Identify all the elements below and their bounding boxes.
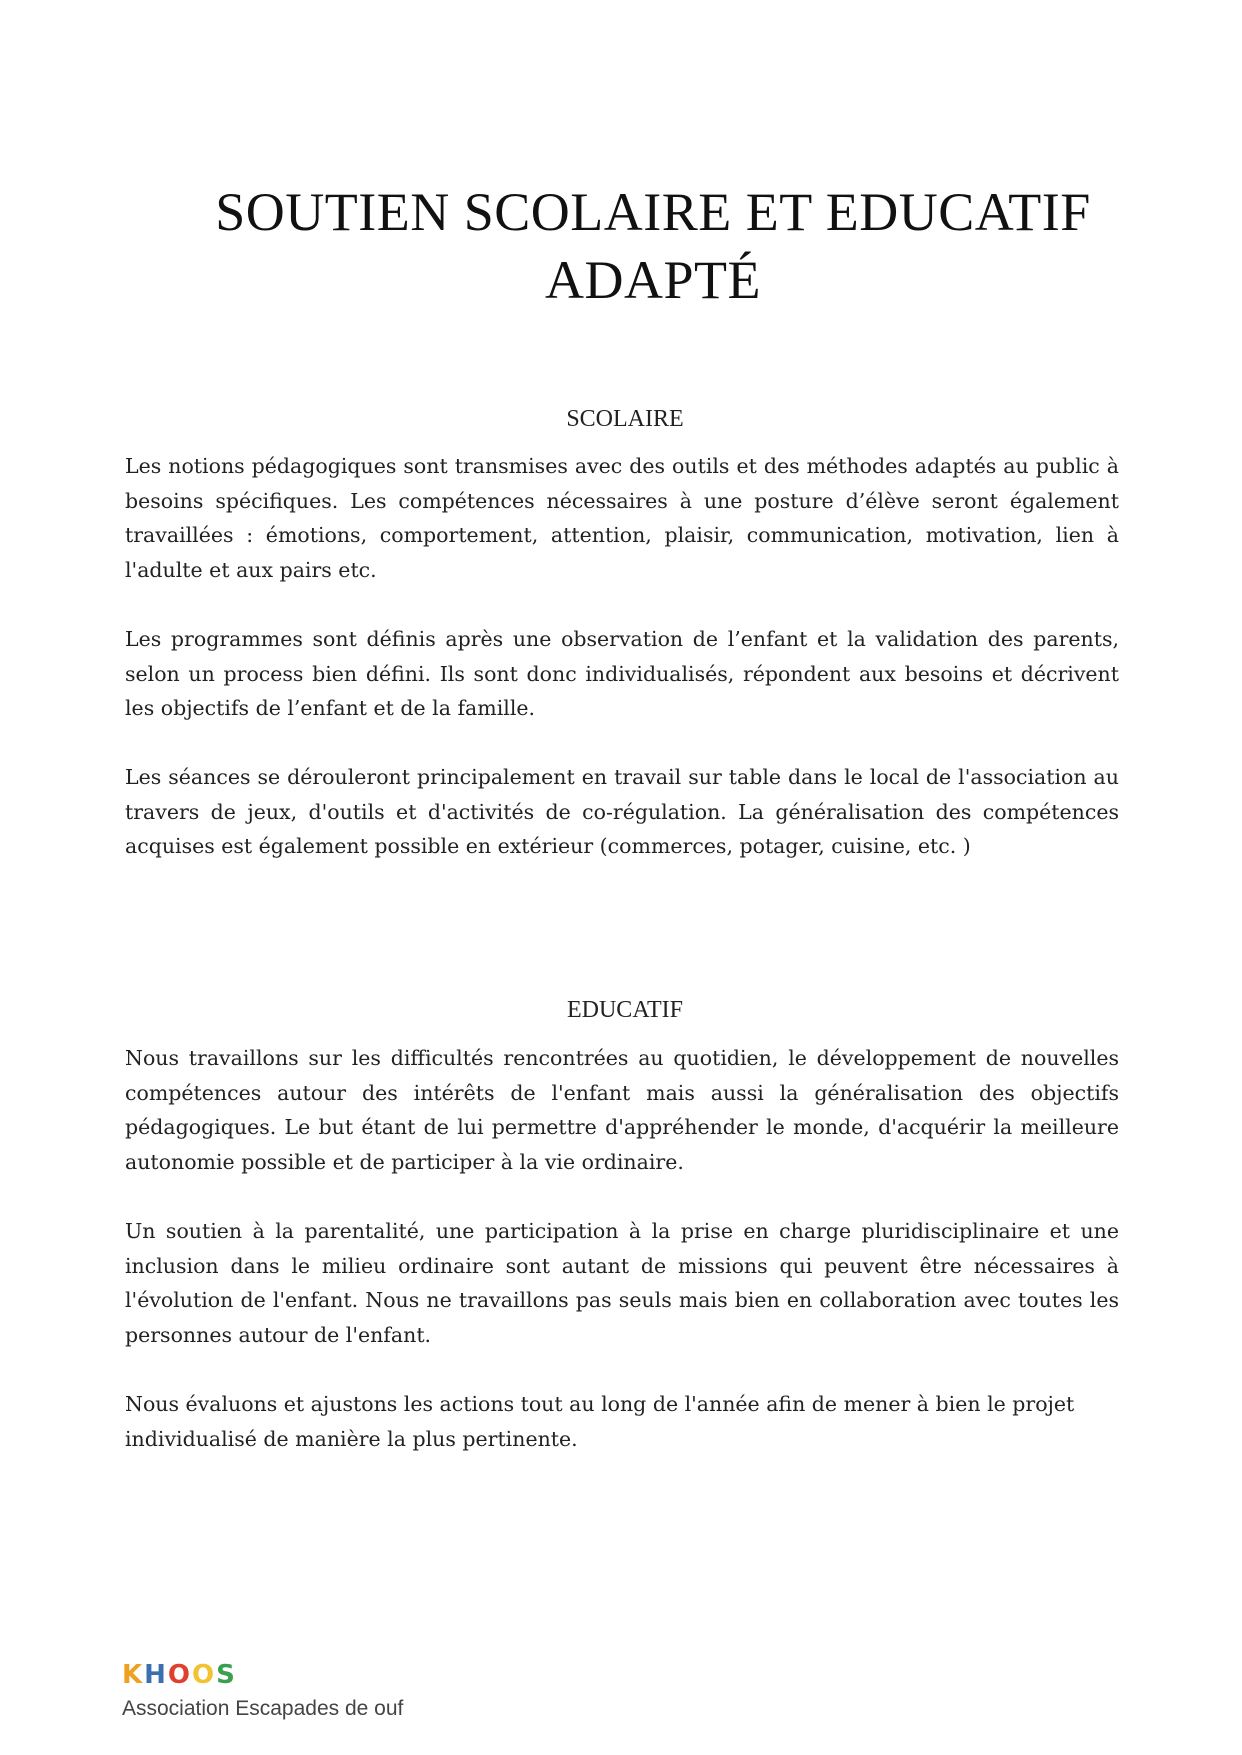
paragraph-scolaire-3: Les séances se dérouleront principalement en travail sur table dans le local de l'association au travers de jeux, d'outils et d'activités de co-régulation. La généralisation des compétences acquises est également possible en extérieur (commerces, potager, cuisine, etc. ) [125,765,1119,858]
paragraph-educatif-2: Un soutien à la parentalité, une participation à la prise en charge pluridisciplinaire et une inclusion dans le milieu ordinaire sont autant de missions qui peuvent être nécessaires à l'évolution de l'enfant. Nous ne travaillons pas seuls mais bien en collaboration avec toutes les personnes autour de l'enfant. [125,1219,1119,1347]
page-title: SOUTIEN SCOLAIRE ET EDUCATIF ADAPTÉ [215,182,1091,310]
section-heading-educatif: EDUCATIF [566,997,683,1023]
logo-letter: O [167,1660,191,1690]
paragraph-scolaire-1: Les notions pédagogiques sont transmises avec des outils et des méthodes adaptés au public à besoins spécifiques. Les compétences nécessaires à une posture d’élève seront également travaillées : émotions, comportement, attention, plaisir, communication, motivation, lien à l'adulte et aux pairs etc. [125,454,1119,582]
paragraph-educatif-3: Nous évaluons et ajustons les actions tout au long de l'année afin de mener à bien le projet individualisé de manière la plus pertinente. [125,1392,1075,1451]
paragraph-educatif-1: Nous travaillons sur les difficultés rencontrées au quotidien, le développement de nouvelles compétences autour des intérêts de l'enfant mais aussi la généralisation des objectifs pédagogiques. Le but étant de lui permettre d'appréhender le monde, d'acquérir la meilleure autonomie possible et de participer à la vie ordinaire. [125,1046,1119,1174]
logo-letter: H [144,1660,166,1690]
logo-letter: O [192,1660,215,1690]
footer [122,1646,403,1722]
section-heading-scolaire: SCOLAIRE [566,406,684,432]
logo-letter: K [122,1660,143,1690]
logo-letter: S [216,1660,235,1690]
paragraph-scolaire-2: Les programmes sont définis après une observation de l’enfant et la validation des parents, selon un process bien défini. Ils sont donc individualisés, répondent aux besoins et décrivent les objectifs de l’enfant et de la famille. [125,627,1119,720]
association-logo [122,1646,403,1690]
organization-name: Association Escapades de ouf [122,1697,404,1720]
